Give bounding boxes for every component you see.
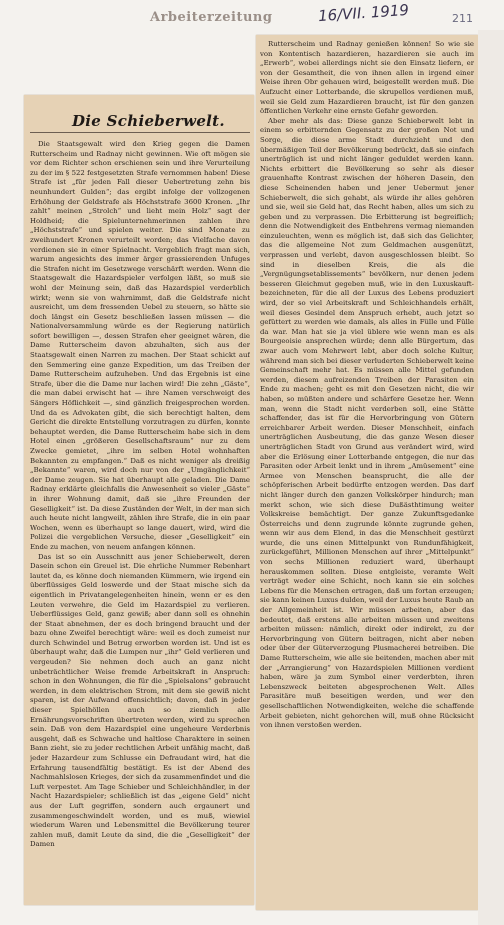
- left-paragraph-2: Das ist so ein Ausschnitt aus jener Schieberwelt, deren Dasein schon ein Greuel ist. Die ehrliche Nummer Rebenhart lautet da, es könne doch niemanden Kümmern, wie irgend ein überflüssiges Geld loswerde und der Staat mische sich da eigentlich in Privatangelegenheiten hinein, wenn er es den Leuten verwehre, die Geld im Hazardspiel zu verlieren. Ueberflüssiges Geld, ganz gewiß; aber dann soll es ohnehin der Staat abnehmen, der es doch bringend braucht und der bazu ohne Zweifel berechtigt wäre: weil es doch zumeist nur durch Schwindel und Betrug erworben worden ist. Und ist es überhaupt wahr, daß die Lumpen nur „ihr“ Geld verlieren und vergeuden? Sie nehmen doch auch an ganz nicht unbeträchtlicher Weise fremde Arbeitskraft in Anspruch: schon in den Wohnungen, die für die „Spielsalons“ gebraucht werden, in dem elektrischen Strom, mit dem sie gewiß nicht sparen, ist der Aufwand offensichtlich; davon, daß in jeder dieser Spielhöllen auch so ziemlich alle Ernährungsvorschriften übertreten werden, wird zu sprechen sein. Daß von dem Hazardspiel eine ungeheure Verderbnis ausgeht, daß es Schwache und haltlose Charaktere in seinen Bann zieht, sie zu jeder rechtlichen Arbeit unfähig macht, daß jeder Hazardeur zum Schlusse ein Defraudant wird, hat die Erfahrung tausendfältig bestätigt. Es ist der Abend des Nachmahlslosen Krieges, der sich da zusammenfindet und die Luft verpestet. Am Tage Schieber und Schleichhändler, in der Nacht Hazardspieler; schließlich ist das „eigene Geld“ nicht aus der Luft gegriffen, sondern auch ergaunert und zusammengeschwindelt worden, und es muß, wiewiel wiederum Waren und Lebensmittel die Bevölkerung teurer zahlen muß, damit Leute da sind, die die „Geselligkeit“ der Damen: [30, 552, 250, 849]
- headline-rule: [30, 132, 250, 133]
- right-paragraph-2: Aber mehr als das: Diese ganze Schieberwelt lebt in einem so erbitternden Gegensatz zu der großen Not und Sorge, die diese arme Stadt durchzieht und den übermäßigen Teil der Bevölkerung bedrückt, daß sie einfach unerträglich ist und nicht länger geduldet werden kann. Nichts erbittert die Bevölkerung so sehr als dieser grauenhafte Kontrast zwischen der höheren Dasein, den diese Scheinenden haben und jener Uebermut jener Schieberwelt, die sich gehabt, als würde ihr alles gehören und sie, weil sie Geld hat, das Recht haben, alles um sich zu geben und zu verprassen. Die Erbitterung ist begreiflich; denn die Notwendigkeit des Entbehrens vermag niemanden einzuleuchten, wenn es möglich ist, daß sich das Gelichter, das die allgemeine Not zum Geldmachen ausgenützt, verprassen und verlebt, davon ausgeschlossen bleibt. So sind in dieselben Kreis, die als die „Vergnügungsetablissements“ bevölkern, nur denen jedem besseren Gleichmut gegeben muß, wie in den Luxuskauft-bezeichneten, für die all der Luxus des Lebens produziert wird, der so viel Arbeitskraft und Schleichhandels erhält, weil dieses Gesindel dem Anspruch erhebt, auch jetzt so gefüttert zu werden wie damals, als alles in Fülle und Fülle da war. Man hat sie ja viel üblere wie wenn man es als Bourgeoisie ansprechen würde; denn alle Bürgertum, das zwar auch vom Mehrwert lebt, aber doch solche Kultur, während man sich bei dieser verluderten Schieberwelt keine Gemeinschaft mehr hat. Es müssen alle Mittel gefunden werden, diesem aufreizenden Treiben der Parasiten ein Ende zu machen; geht es mit den Gesetzen nicht, die wir haben, so müßten andere und schärfere Gesetze her. Wenn man, wenn die Stadt nicht verderben soll, eine Stätte schaffender, das ist für die Hervorbringung von Gütern erreichbarer Arbeit werden. Dieser Menschheit, einfach unerträglichen Ausbeutung, die das ganze Wesen dieser unerträglichen Stadt von Grund aus verändert wird, wird aber die Erlösung einer Lotterbande entgegen, die nur das Parasiten oder Arbeit lenkt und in ihrem „Amüsement“ eine Armee von Menschen beansprucht, die alle der schöpferischen Arbeit bedürfte entzogen werden. Das darf nicht länger durch den ganzen Volkskörper hindurch; man merkt schon, wie sich diese Dußästhtimung weiter Volkskreise bemächtigt. Der ganze Zukunftsgedanke Österreichs und denn zugrunde könnte zugrunde gehen, wenn wir aus dem Elend, in das die Menschheit gestürzt wurde, die uns einen Mittelpunkt von Rundunfähigkeit, zurückgeführt, Millionen Menschen auf ihrer „Mittelpunkt“ von sechs Millionen reduziert ward, überhaupt herauskommen sollten. Diese entgleiste, veramte Welt verträgt weder eine Schicht, noch kann sie ein solches Lebens für die Menschen ertragen, daß um fortan erzeugen; sie kann keinen Luxus dulden, weil der Luxus heute Raub an der Allgemeinheit ist. Wir müssen arbeiten, aber das bedeutet, daß erstens alle arbeiten müssen und zweitens arbeiten müssen: nämlich, direkt oder indirekt, zu der Hervorbringung von Gütern beitragen, nicht aber neben oder über der Güterverzogung Plusmacherei betreiben. Die Dame Rutterscheim, wie alle sie beitenden, machen aber mit der „Arrangierung“ von Hazardspielen Millionen verdient haben, wäre ja zum Symbol einer verderbten, ihren Lebenszweck beiteten abgesprochenen Welt. Alles Parasitäre muß beseitigen werden, und wer den gesellschaftlichen Notwendigkeiten, welche die schaffende Arbeit gebieten, nicht gehorchen will, muß ohne Rücksicht von ihnen verstoßen werden.: [260, 116, 474, 730]
- left-paragraph-1: Die Staatsgewalt wird den Krieg gegen die Damen Rutterscheim und Radnay nicht gewinnen. Wie oft mögen sie vor dem Richter schon erschienen sein und ihre Verurteilung zu der im § 522 festgesetzten Strafe vernommen haben! Diese Strafe ist „für jeden Fall dieser Uebertretung zehn bis neunhundert Gulden“; das ergibt infolge der vollzogenen Erhöhung der Geldstrafe als Höchststrafe 3600 Kronen. „Ihr zahlt“ meinen „Strolch“ und lieht mein Holz“ sagt der Holdheid; die Spielunternehmerinnen zahlen ihre „Höchststrafe“ und spielen weiter. Die sind Monate zu zweihundert Kronen verurteilt worden; das Vielfache davon verdienen sie in einer Spielnacht. Vergeblich fragt man sich, warum angesichts des immer ärger grassierenden Unfuges die Strafen nicht im Gesetzwege verschärft werden. Wenn die Staatsgewalt die Hazardspieler verfolgen läßt, so muß sie wohl der Meinung sein, daß das Hazardspiel verderblich wirkt; wenn sie von wahrnimmt, daß die Geldstrafe nicht ausreicht, um dem fressenden Uebel zu steuern, so hätte sie doch längst ein Gesetz beschließen lassen müssen — die Nationalversammlung würde es der Regierung natürlich sofort bewilligen —, dessen Strafen eher geeignet wären, die Dame Rutterscheim davon abzuhalten, sich aus der Staatsgewalt einen Narren zu machen. Der Staat schickt auf den Semmering eine ganze Expedition, um das Treiben der Dame Rutterscheim aufzuheben. Und das Ergebnis ist eine Strafe, über die die Dame nur lachen wird! Die zehn „Gäste“, die man dabei erwischt hat — ihre Namen verschweigt des Sängers Höflichkeit —, sind gänzlich freigesprochen worden. Und da es Advokaten gibt, die sich berechtigt halten, dem Gericht die direkte Entstellung vorzutragen zu dürfen, konnte behauptet werden, die Dame Rutterscheim habe sich in dem Hotel einen „größeren Gesellschaftsraum“ nur zu dem Zwecke gemietet, „ihre im selben Hotel wohnhaften Bekannten zu empfangen.“ Daß es nicht weniger als dreißig „Bekannte“ waren, wird doch nur von der „Umgänglichkeit“ der Dame zeugen. Sie hat überhaupt alle geladen. Die Dame Radnay erklärte gleichfalls die Anwesenheit so vieler „Gäste“ in ihrer Wohnung damit, daß sie „ihre Freunden der Geselligkeit“ ist. Da diese Zuständen der Welt, in der man sich auch heute nicht langweilt, zählen ihre Strafe, die in ein paar Wochen, wenn es überhaupt so lange dauert, wird, wird die Polizei die vergeblichen Versuche, dieser „Geselligkeit“ ein Ende zu machen, von neuem anfangen können.: [30, 140, 250, 551]
- right-paragraph-1: Rutterscheim und Radnay genießen können! So wie sie von Kontentisch hazardieren, hazardieren sie auch im „Erwerb“, wobei allerdings nicht sie den Einsatz liefern, er von der Gesamtheit, die von ihnen allen in irgend einer Weise ihren Obr gehauen wird, beigestellt werden muß. Die Aufzucht einer Lotterbande, die skrupellos verdienen muß, weil sie Geld zum Hazardieren braucht, ist für den ganzen öffentlichen Verkehr eine ernste Gefahr geworden.: [260, 40, 474, 116]
- newspaper-masthead: Arbeiterzeitung: [150, 10, 273, 25]
- page-number: 211: [452, 12, 473, 25]
- article-headline: Die Schieberwelt.: [72, 112, 225, 130]
- handwritten-date: 16/VII. 1919: [317, 0, 410, 26]
- paper-edge: [478, 30, 504, 925]
- article-left-column: [30, 140, 250, 910]
- article-right-column: [260, 40, 474, 906]
